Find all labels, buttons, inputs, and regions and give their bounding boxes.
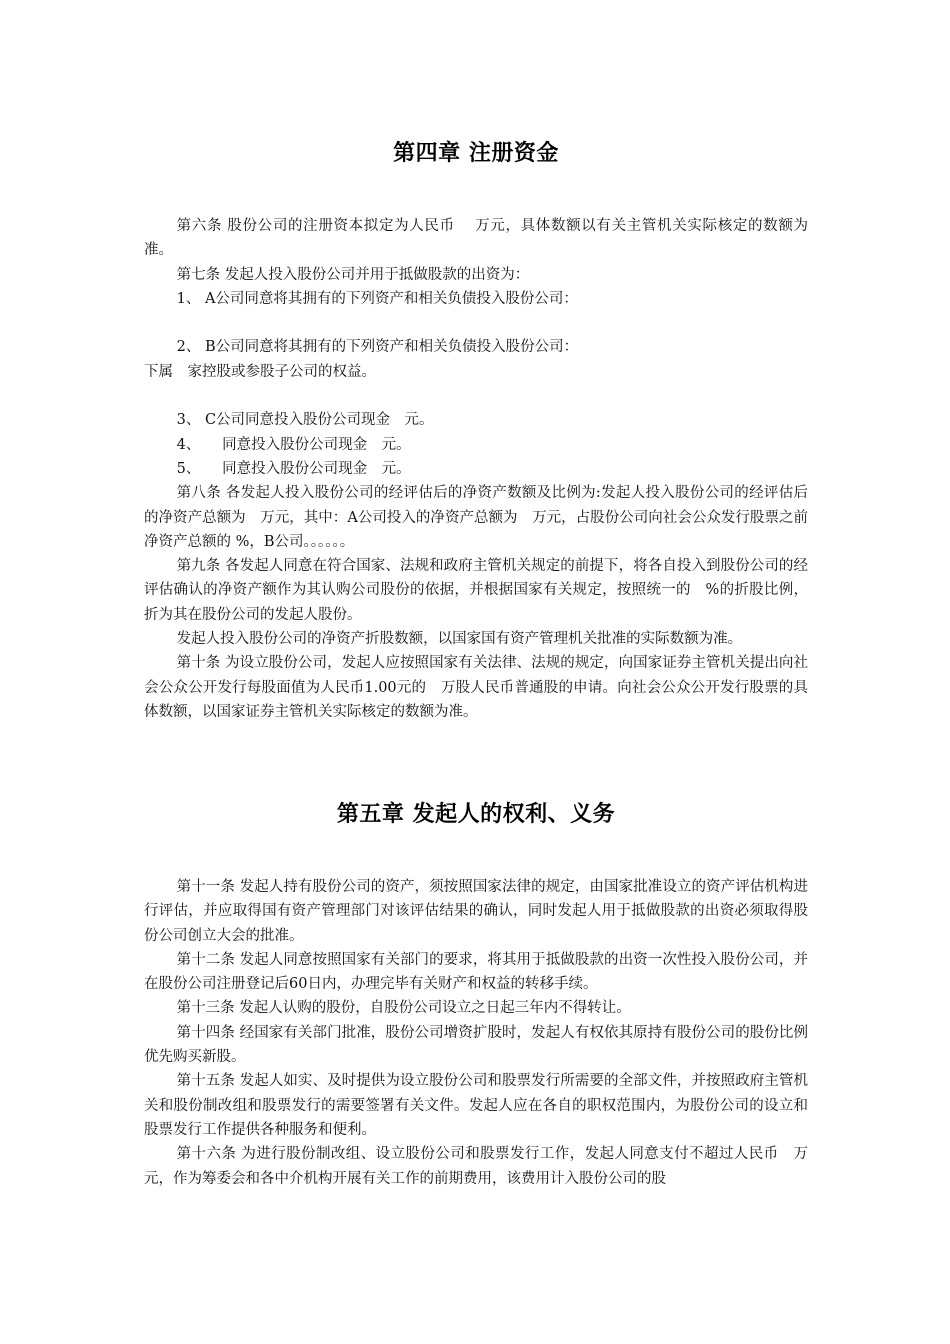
article-9: 第九条 各发起人同意在符合国家、法规和政府主管机关规定的前提下，将各自投入到股份公司的经评估确认的净资产额作为其认购公司股份的依据，并根据国家有关规定，按照统一的 %的折股比例，折为其在股份公司的发起人股份。 (144, 558, 808, 623)
article-6: 第六条 股份公司的注册资本拟定为人民币 万元，具体数额以有关主管机关实际核定的数额为准。 (144, 218, 808, 259)
article-8: 第八条 各发起人投入股份公司的经评估后的净资产数额及比例为:发起人投入股份公司的经评估后的净资产总额为 万元，其中：A公司投入的净资产总额为 万元，占股份公司向社会公众发行股票之前净资产总额的 %，B公司。。。。。。 (144, 485, 808, 550)
article-10: 第十条 为设立股份公司，发起人应按照国家有关法律、法规的规定，向国家证券主管机关提出向社会公众公开发行每股面值为人民币1.00元的 万股人民币普通股的申请。向社会公众公开发行股票的具体数额，以国家证券主管机关实际核定的数额为准。 (144, 655, 808, 720)
article-7: 第七条 发起人投入股份公司并用于抵做股款的出资为： (176, 266, 530, 283)
blank-line (144, 384, 808, 408)
article-7-item-5: 5、 同意投入股份公司现金 元。 (176, 460, 411, 477)
article-7-item-2-detail: 下属 家控股或参股子公司的权益。 (144, 363, 376, 380)
chapter-4-body (144, 214, 808, 724)
article-14: 第十四条 经国家有关部门批准，股份公司增资扩股时，发起人有权依其原持有股份公司的股份比例优先购买新股。 (144, 1024, 808, 1066)
chapter-4-title: 第四章 注册资金 (393, 141, 559, 166)
article-13: 第十三条 发起人认购的股份，自股份公司设立之日起三年内不得转让。 (176, 1000, 631, 1017)
article-7-item-2: 2、 B公司同意将其拥有的下列资产和相关负债投入股份公司： (176, 339, 579, 356)
article-7-item-4: 4、 同意投入股份公司现金 元。 (176, 436, 411, 453)
chapter-5-title: 第五章 发起人的权利、义务 (336, 802, 616, 827)
article-9-note: 发起人投入股份公司的净资产折股数额，以国家国有资产管理机关批准的实际数额为准。 (176, 631, 743, 648)
article-7-item-3: 3、 C公司同意投入股份公司现金 元。 (176, 412, 434, 429)
article-11: 第十一条 发起人持有股份公司的资产，须按照国家法律的规定，由国家批准设立的资产评估机构进行评估，并应取得国有资产管理部门对该评估结果的确认，同时发起人用于抵做股款的出资必须取得股份公司创立大会的批准。 (144, 879, 808, 944)
article-15: 第十五条 发起人如实、及时提供为设立股份公司和股票发行所需要的全部文件，并按照政府主管机关和股份制改组和股票发行的需要签署有关文件。发起人应在各自的职权范围内，为股份公司的设立和股票发行工作提供各种服务和便利。 (144, 1073, 808, 1138)
article-16: 第十六条 为进行股份制改组、设立股份公司和股票发行工作，发起人同意支付不超过人民币 万元，作为筹委会和各中介机构开展有关工作的前期费用，该费用计入股份公司的股 (144, 1146, 808, 1187)
article-12: 第十二条 发起人同意按照国家有关部门的要求，将其用于抵做股款的出资一次性投入股份公司，并在股份公司注册登记后60日内，办理完毕有关财产和权益的转移手续。 (144, 951, 808, 993)
article-7-item-1: 1、 A公司同意将其拥有的下列资产和相关负债投入股份公司： (176, 290, 578, 307)
blank-line (144, 311, 808, 335)
chapter-5-body (144, 875, 808, 1191)
